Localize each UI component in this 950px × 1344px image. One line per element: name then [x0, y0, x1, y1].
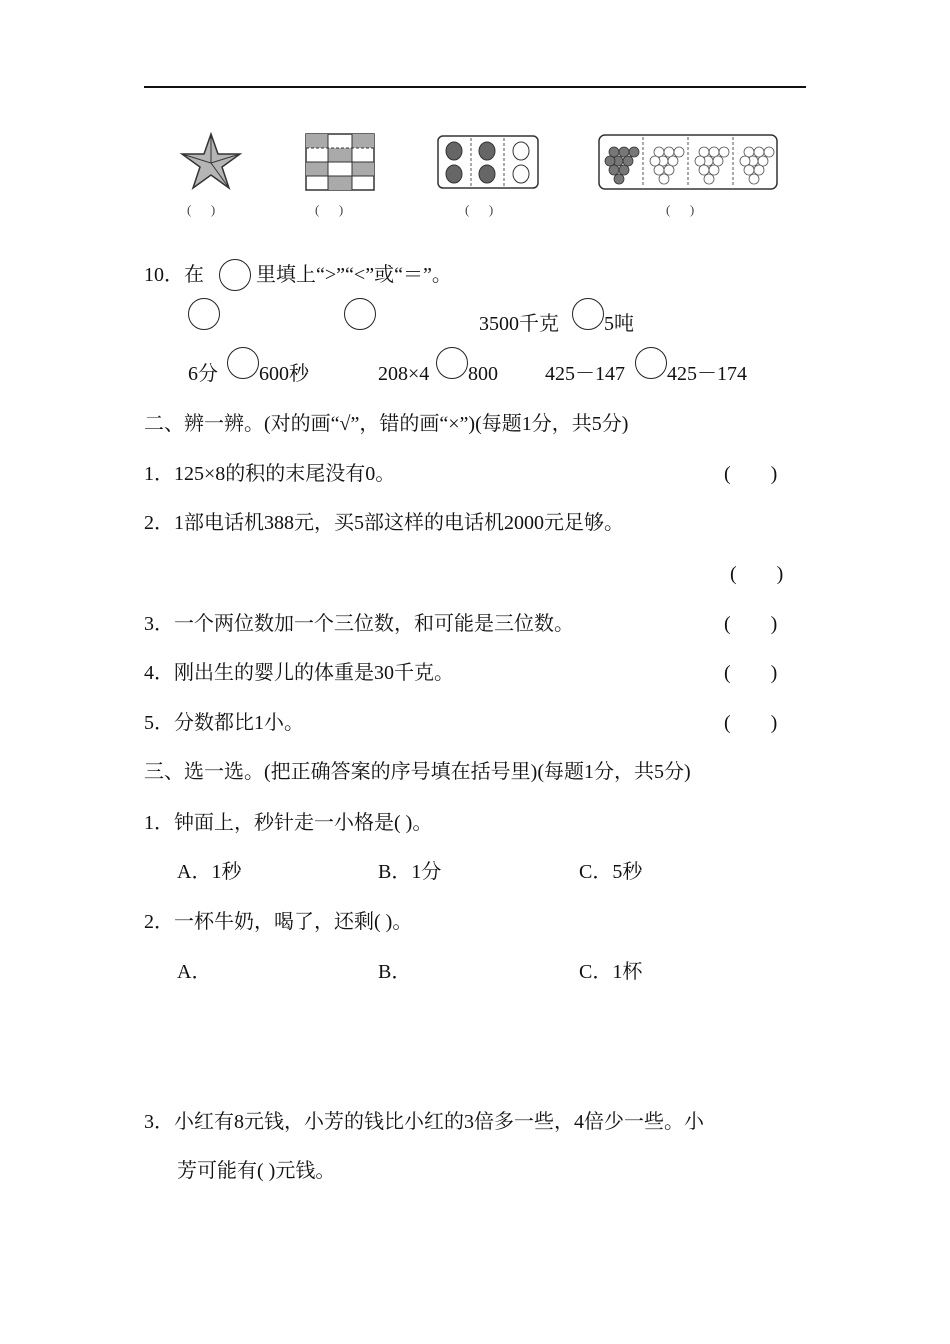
section2-answer-4[interactable]: ( )	[724, 662, 778, 684]
q10-title: 10．在	[144, 264, 204, 286]
strawberry-figure	[437, 135, 539, 189]
q10-row1-c-left: 3500千克	[479, 313, 559, 335]
section3-q1: 1．钟面上，秒针走一小格是( )。	[144, 812, 433, 834]
figure-1-answer[interactable]: ( )	[187, 202, 216, 217]
section2-item-1: 1．125×8的积的末尾没有0。	[144, 463, 396, 485]
q10-circle-example	[219, 259, 251, 291]
q10-row2-b-left: 208×4	[378, 363, 430, 385]
q10-row2-c-left: 425－147	[545, 363, 625, 385]
figure-4-answer[interactable]: ( )	[666, 202, 695, 217]
section3-q3-line1: 3．小红有8元钱，小芳的钱比小红的3倍多一些，4倍少一些。小	[144, 1111, 704, 1133]
section2-item-3: 3．一个两位数加一个三位数，和可能是三位数。	[144, 613, 574, 635]
section3-q1-option-a[interactable]: A．1秒	[177, 861, 242, 883]
q10-row2-a-circle[interactable]	[227, 347, 259, 379]
q10-row1-a-circle[interactable]	[188, 298, 220, 330]
grid-figure	[306, 134, 374, 190]
section2-answer-1[interactable]: ( )	[724, 463, 778, 485]
section2-answer-2[interactable]: ( )	[730, 563, 784, 585]
q10-row1-b-circle[interactable]	[344, 298, 376, 330]
section3-q2: 2．一杯牛奶，喝了，还剩( )。	[144, 911, 413, 933]
figure-3-answer[interactable]: ( )	[465, 202, 494, 217]
section2-item-5: 5．分数都比1小。	[144, 712, 304, 734]
section3-q2-option-b[interactable]: B．	[378, 961, 412, 983]
section3-q2-option-a[interactable]: A．	[177, 961, 212, 983]
section2-answer-3[interactable]: ( )	[724, 613, 778, 635]
section2-answer-5[interactable]: ( )	[724, 712, 778, 734]
section3-q3-line2: 芳可能有( )元钱。	[177, 1160, 336, 1182]
q10-row2-a-right: 600秒	[259, 363, 309, 385]
section2-heading: 二、辨一辨。(对的画“√”，错的画“×”)(每题1分，共5分)	[144, 413, 629, 435]
section3-q1-option-c[interactable]: C．5秒	[579, 861, 643, 883]
star-figure	[180, 132, 242, 190]
q10-row1-c-right: 5吨	[604, 313, 634, 335]
q10-row1-c-circle[interactable]	[572, 298, 604, 330]
q10-row2-b-circle[interactable]	[436, 347, 468, 379]
q10-instruction: 里填上“>”“<”或“＝”。	[256, 264, 452, 286]
q10-row2-c-circle[interactable]	[635, 347, 667, 379]
q10-row2-b-right: 800	[468, 363, 498, 385]
section3-q2-option-c[interactable]: C．1杯	[579, 961, 643, 983]
section3-q1-option-b[interactable]: B．1分	[378, 861, 442, 883]
q10-row2-a-left: 6分	[188, 363, 218, 385]
section3-heading: 三、选一选。(把正确答案的序号填在括号里)(每题1分，共5分)	[144, 761, 691, 783]
grapes-figure	[598, 134, 780, 190]
q10-row2-c-right: 425－174	[667, 363, 747, 385]
section2-item-2: 2．1部电话机388元，买5部这样的电话机2000元足够。	[144, 512, 624, 534]
figure-2-answer[interactable]: ( )	[315, 202, 344, 217]
section2-item-4: 4．刚出生的婴儿的体重是30千克。	[144, 662, 454, 684]
header-rule	[144, 86, 806, 88]
